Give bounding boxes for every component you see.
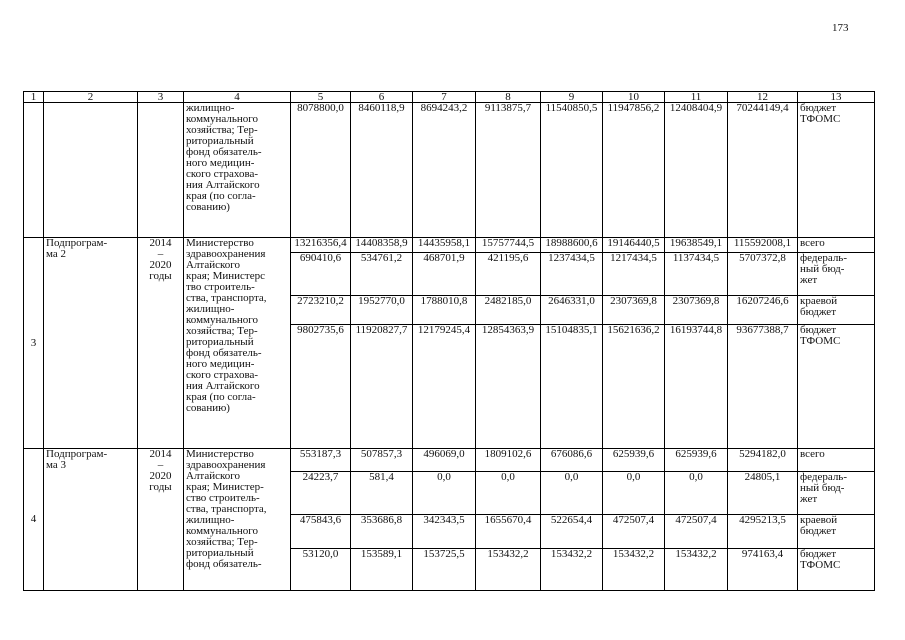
period-line: 2014 (149, 448, 172, 460)
cell-value: 2723210,2 (297, 295, 344, 307)
empty-cell (44, 103, 138, 238)
cell-value: 0,0 (564, 471, 579, 483)
cell-value: 8 (505, 91, 511, 103)
value-cell (291, 103, 351, 238)
source-cell (798, 449, 875, 472)
cell-value: 18988600,6 (545, 237, 598, 249)
source-line: федераль- (800, 252, 847, 264)
column-header (798, 92, 875, 103)
responsible-line: ского страхова- (186, 369, 259, 381)
source-cell (798, 325, 875, 449)
source-cell (798, 103, 875, 238)
responsible-line: Министерство (186, 448, 254, 460)
cell-value: 15757744,5 (481, 237, 535, 249)
responsible-line: хозяйства; Тер- (186, 124, 258, 136)
cell-value: 581,4 (369, 471, 394, 483)
responsible-cell (184, 103, 291, 238)
cell-value: 70244149,4 (736, 102, 789, 114)
column-header (291, 92, 351, 103)
cell-value: 0,0 (501, 471, 515, 483)
value-cell (291, 472, 351, 515)
responsible-line: коммунального (186, 314, 258, 326)
value-cell (728, 253, 798, 296)
cell-value: 553187,3 (299, 448, 342, 460)
value-cell (476, 325, 541, 449)
source-line: жет (800, 274, 818, 286)
empty-cell (24, 103, 44, 238)
responsible-line: ного медицин- (186, 358, 255, 370)
source-line: всего (800, 237, 825, 249)
responsible-line: жилищно- (186, 102, 235, 114)
value-cell (665, 549, 728, 591)
value-cell (603, 296, 665, 325)
value-cell (541, 238, 603, 253)
responsible-line: фонд обязатель- (186, 347, 262, 359)
cell-value: 4295213,5 (739, 514, 786, 526)
cell-value: 7 (441, 91, 447, 103)
source-line: жет (800, 493, 818, 505)
cell-value: 676086,6 (550, 448, 593, 460)
column-header (603, 92, 665, 103)
value-cell (728, 449, 798, 472)
cell-value: 14435958,1 (417, 237, 471, 249)
cell-value: 13216356,4 (294, 237, 347, 249)
cell-value: 93677388,7 (736, 324, 789, 336)
value-cell (291, 238, 351, 253)
value-cell (665, 296, 728, 325)
cell-value: 625939,6 (612, 448, 655, 460)
responsible-cell (184, 449, 291, 591)
responsible-line: хозяйства; Тер- (186, 536, 258, 548)
value-cell (413, 238, 476, 253)
value-cell (728, 325, 798, 449)
cell-value: 1655670,4 (484, 514, 532, 526)
cell-value: 421195,6 (487, 252, 529, 264)
responsible-line: края; Министер- (186, 481, 264, 493)
cell-value: 9802735,6 (297, 324, 344, 336)
value-cell (351, 449, 413, 472)
value-cell (603, 515, 665, 549)
source-cell (798, 238, 875, 253)
column-header (541, 92, 603, 103)
period-line: 2020 (149, 470, 172, 482)
cell-value: 1952770,0 (358, 295, 405, 307)
source-line: ный бюд- (800, 263, 845, 275)
responsible-line: здравоохранения (186, 459, 266, 471)
cell-value: 472507,4 (612, 514, 655, 526)
cell-value: 2307369,8 (610, 295, 657, 307)
header-row (24, 92, 875, 103)
value-cell (541, 296, 603, 325)
table-row (24, 103, 875, 238)
value-cell (291, 449, 351, 472)
value-cell (541, 549, 603, 591)
value-cell (351, 238, 413, 253)
cell-value: 4 (30, 513, 37, 525)
cell-value: 12179245,4 (417, 324, 471, 336)
cell-value: 153725,5 (423, 548, 465, 560)
responsible-line: края; Министерс (186, 270, 265, 282)
value-cell (541, 253, 603, 296)
subprogram-name (44, 238, 138, 449)
value-cell (413, 296, 476, 325)
value-cell (665, 253, 728, 296)
value-cell (413, 253, 476, 296)
value-cell (291, 325, 351, 449)
column-header (413, 92, 476, 103)
source-line: бюджет (800, 525, 836, 537)
cell-value: 153432,2 (487, 548, 529, 560)
value-cell (728, 296, 798, 325)
responsible-line: сованию) (186, 201, 230, 213)
source-line: ный бюд- (800, 482, 845, 494)
value-cell (291, 515, 351, 549)
source-line: краевой (800, 514, 838, 526)
cell-value: 534761,2 (360, 252, 403, 264)
value-cell (728, 549, 798, 591)
value-cell (291, 296, 351, 325)
source-cell (798, 472, 875, 515)
column-header (138, 92, 184, 103)
period-line: годы (149, 481, 172, 493)
value-cell (476, 472, 541, 515)
value-cell (351, 253, 413, 296)
cell-value: 1788010,8 (420, 295, 468, 307)
value-cell (728, 238, 798, 253)
cell-value: 5707372,8 (739, 252, 786, 264)
responsible-line: риториальный (186, 135, 254, 147)
cell-value: 1217434,5 (610, 252, 657, 264)
cell-value: 24223,7 (302, 471, 339, 483)
cell-value: 153432,2 (675, 548, 717, 560)
cell-value: 2646331,0 (548, 295, 595, 307)
table-body (24, 92, 875, 591)
subprogram-name (44, 449, 138, 591)
value-cell (413, 472, 476, 515)
cell-value: 8078800,0 (297, 102, 344, 114)
cell-value: 507857,3 (360, 448, 403, 460)
cell-value: 12408404,9 (669, 102, 723, 114)
source-line: ТФОМС (800, 113, 841, 125)
value-cell (413, 449, 476, 472)
source-line: ТФОМС (800, 335, 841, 347)
value-cell (476, 449, 541, 472)
value-cell (351, 472, 413, 515)
period-line: – (157, 459, 164, 471)
value-cell (665, 238, 728, 253)
cell-value: 8694243,2 (420, 102, 468, 114)
source-line: федераль- (800, 471, 847, 483)
cell-value: 11540850,5 (545, 102, 598, 114)
period-cell (138, 449, 184, 591)
value-cell (541, 325, 603, 449)
column-header (665, 92, 728, 103)
column-header (351, 92, 413, 103)
column-header (476, 92, 541, 103)
responsible-line: Алтайского (186, 470, 241, 482)
cell-value: 353686,8 (360, 514, 403, 526)
cell-value: 1237434,5 (548, 252, 595, 264)
value-cell (665, 103, 728, 238)
cell-value: 1809102,6 (484, 448, 532, 460)
responsible-line: ства, транспорта, (186, 503, 267, 515)
source-line: всего (800, 448, 825, 460)
cell-value: 153589,1 (360, 548, 403, 560)
cell-value: 625939,6 (675, 448, 717, 460)
value-cell (413, 549, 476, 591)
responsible-line: ния Алтайского (186, 179, 260, 191)
column-header (24, 92, 44, 103)
value-cell (541, 472, 603, 515)
cell-value: 11947856,2 (607, 102, 660, 114)
value-cell (351, 549, 413, 591)
value-cell (665, 325, 728, 449)
cell-value: 19638549,1 (669, 237, 723, 249)
budget-table (23, 91, 875, 591)
source-cell (798, 253, 875, 296)
responsible-line: жилищно- (186, 514, 235, 526)
subprogram-name-line: ма 3 (46, 459, 67, 471)
cell-value: 342343,5 (423, 514, 465, 526)
responsible-line: коммунального (186, 525, 258, 537)
value-cell (603, 103, 665, 238)
source-line: бюджет (800, 548, 836, 560)
value-cell (291, 253, 351, 296)
responsible-line: хозяйства; Тер- (186, 325, 258, 337)
value-cell (351, 325, 413, 449)
value-cell (665, 449, 728, 472)
value-cell (603, 238, 665, 253)
cell-value: 153432,2 (612, 548, 655, 560)
cell-value: 11 (690, 91, 702, 103)
cell-value: 11920827,7 (355, 324, 408, 336)
cell-value: 153432,2 (550, 548, 593, 560)
table-row (24, 449, 875, 472)
cell-value: 472507,4 (675, 514, 717, 526)
responsible-line: края (по согла- (186, 391, 256, 403)
value-cell (665, 515, 728, 549)
value-cell (728, 472, 798, 515)
period-line: 2014 (149, 237, 172, 249)
responsible-line: Алтайского (186, 259, 241, 271)
subprogram-name-line: Подпрограм- (46, 237, 108, 249)
responsible-line: риториальный (186, 336, 254, 348)
responsible-line: ния Алтайского (186, 380, 260, 392)
empty-cell (138, 103, 184, 238)
value-cell (413, 515, 476, 549)
value-cell (476, 549, 541, 591)
source-cell (798, 549, 875, 591)
cell-value: 522654,4 (550, 514, 593, 526)
cell-value: 1 (30, 91, 37, 103)
row-number (24, 238, 44, 449)
cell-value: 2307369,8 (672, 295, 720, 307)
cell-value: 13 (830, 91, 842, 103)
value-cell (603, 472, 665, 515)
source-line: краевой (800, 295, 838, 307)
cell-value: 10 (628, 91, 639, 103)
cell-value: 9 (568, 91, 575, 103)
cell-value: 468701,9 (423, 252, 465, 264)
cell-value: 5 (317, 91, 324, 103)
period-cell (138, 238, 184, 449)
source-line: бюджет (800, 324, 836, 336)
subprogram-name-line: ма 2 (46, 248, 67, 260)
cell-value: 12 (757, 91, 768, 103)
source-line: бюджет (800, 306, 836, 318)
value-cell (476, 103, 541, 238)
cell-value: 690410,6 (299, 252, 342, 264)
cell-value: 5294182,0 (739, 448, 786, 460)
value-cell (476, 515, 541, 549)
period-line: 2020 (149, 259, 172, 271)
subprogram-name-line: Подпрограм- (46, 448, 108, 460)
cell-value: 4 (234, 91, 240, 103)
cell-value: 1137434,5 (672, 252, 720, 264)
value-cell (665, 472, 728, 515)
source-cell (798, 515, 875, 549)
cell-value: 3 (30, 336, 37, 349)
cell-value: 8460118,9 (358, 102, 405, 114)
responsible-line: фонд обязатель- (186, 558, 262, 570)
value-cell (603, 253, 665, 296)
cell-value: 0,0 (437, 471, 451, 483)
responsible-line: ского страхова- (186, 168, 259, 180)
cell-value: 115592008,1 (733, 237, 792, 249)
page-number: 173 (832, 22, 849, 34)
cell-value: 12854363,9 (481, 324, 535, 336)
cell-value: 16207246,6 (736, 295, 789, 307)
value-cell (603, 325, 665, 449)
cell-value: 24805,1 (744, 471, 781, 483)
responsible-line: фонд обязатель- (186, 146, 262, 158)
source-cell (798, 296, 875, 325)
cell-value: 2482185,0 (484, 295, 532, 307)
value-cell (476, 253, 541, 296)
cell-value: 6 (378, 91, 385, 103)
source-line: бюджет (800, 102, 836, 114)
period-line: – (157, 248, 164, 260)
column-header (184, 92, 291, 103)
value-cell (728, 103, 798, 238)
cell-value: 3 (157, 91, 164, 103)
cell-value: 974163,4 (741, 548, 784, 560)
responsible-line: жилищно- (186, 303, 235, 315)
value-cell (541, 103, 603, 238)
responsible-line: Министерство (186, 237, 254, 249)
responsible-cell (184, 238, 291, 449)
cell-value: 496069,0 (423, 448, 465, 460)
row-number (24, 449, 44, 591)
value-cell (351, 103, 413, 238)
cell-value: 2 (87, 91, 94, 103)
responsible-line: коммунального (186, 113, 258, 125)
responsible-line: края (по согла- (186, 190, 256, 202)
responsible-line: ного медицин- (186, 157, 255, 169)
cell-value: 19146440,5 (607, 237, 660, 249)
value-cell (413, 325, 476, 449)
value-cell (728, 515, 798, 549)
responsible-line: тво строитель- (186, 281, 255, 293)
cell-value: 15621636,2 (607, 324, 660, 336)
responsible-line: сованию) (186, 402, 230, 414)
value-cell (603, 449, 665, 472)
column-header (728, 92, 798, 103)
table-row (24, 238, 875, 253)
value-cell (476, 238, 541, 253)
cell-value: 475843,6 (299, 514, 342, 526)
cell-value: 53120,0 (302, 548, 339, 560)
responsible-line: ство строитель- (186, 492, 260, 504)
value-cell (476, 296, 541, 325)
value-cell (541, 515, 603, 549)
responsible-line: ства, транспорта, (186, 292, 267, 304)
cell-value: 0,0 (626, 471, 641, 483)
value-cell (413, 103, 476, 238)
value-cell (541, 449, 603, 472)
cell-value: 14408358,9 (355, 237, 408, 249)
responsible-line: риториальный (186, 547, 254, 559)
cell-value: 9113875,7 (484, 102, 532, 114)
cell-value: 16193744,8 (669, 324, 723, 336)
cell-value: 0,0 (689, 471, 703, 483)
value-cell (291, 549, 351, 591)
responsible-line: здравоохранения (186, 248, 266, 260)
value-cell (603, 549, 665, 591)
value-cell (351, 296, 413, 325)
cell-value: 15104835,1 (545, 324, 598, 336)
period-line: годы (149, 270, 172, 282)
value-cell (351, 515, 413, 549)
column-header (44, 92, 138, 103)
source-line: ТФОМС (800, 559, 841, 571)
